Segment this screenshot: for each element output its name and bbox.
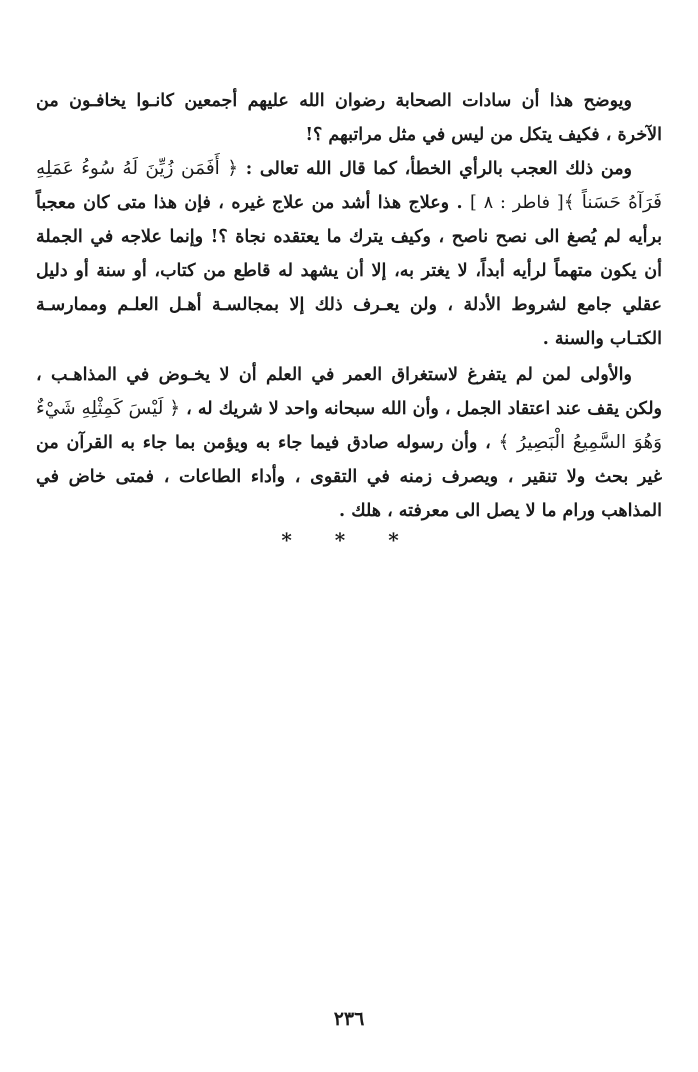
paragraph-3-text [36,358,662,528]
quran-verse-text: لَيْسَ كَمِثْلِهِ شَيْءٌ وَهُوَ السَّمِيعُ الْبَصِيرُ [36,398,663,453]
quran-verse-text: أَفَمَن زُيِّنَ لَهُ سُوءُ عَمَلِهِ فَرَآهُ حَسَناً [36,158,662,213]
quran-bracket-close: ﴾ [563,192,575,213]
paragraph-3 [36,358,662,528]
paragraph-1-text: ويوضح هذا أن سادات الصحابة رضوان الله عليهم أجمعين كانـوا يخافـون من الآخرة ، فكيف يتكل من ليس في مثل مراتبهم ؟! [36,91,662,145]
paragraph-2-rest: . وعلاج هذا أشد من علاج غيره ، فإن هذا متى كان معجباً برأيه لم يُصغ الى نصح ناصح ، وكيف يترك ما يعتقده نجاة ؟! وإنما علاجه في الجملة أن يكون متهماً لرأيه أبداً، لا يغتر به، إلا أن يشهد له قاطع من كتاب، أو سنة أو دليل عقلي جامع لشروط الأدلة ، ولن يعـرف ذلك إلا بمجالسـة أهـل العلـم وممارسـة الكتـاب والسنة . [36,193,662,349]
quran-bracket-close: ﴾ [498,432,510,453]
quran-bracket-open: ﴿ [227,158,239,179]
page-number: ٢٣٦ [333,1008,365,1030]
paragraph-3-rest: ، وأن رسوله صادق فيما جاء به ويؤمن بما جاء به القرآن من غير بحث ولا تنقير ، ويصرف زمنه في التقوى ، وأداء الطاعات ، فمتى خاض في المذاهب ورام ما لا يصل الى معرفته ، هلك . [36,433,662,521]
paragraph-1 [36,84,662,152]
surah-reference: [ فاطر : ٨ ] [470,193,564,213]
quran-bracket-open: ﴿ [169,398,181,419]
section-separator: * * * [281,528,417,552]
paragraph-2 [36,152,662,356]
paragraph-2-intro: ومن ذلك العجب بالرأي الخطأ، كما قال الله تعالى : [245,159,633,179]
paragraph-3-intro: والأولى لمن لم يتفرغ لاستغراق العمر في العلم أن لا يخـوض في المذاهـب ، ولكن يقف عند اعتقاد الجمل ، وأن الله سبحانه واحد لا شريك له ، [36,365,663,419]
paragraph-2-text [36,152,662,356]
